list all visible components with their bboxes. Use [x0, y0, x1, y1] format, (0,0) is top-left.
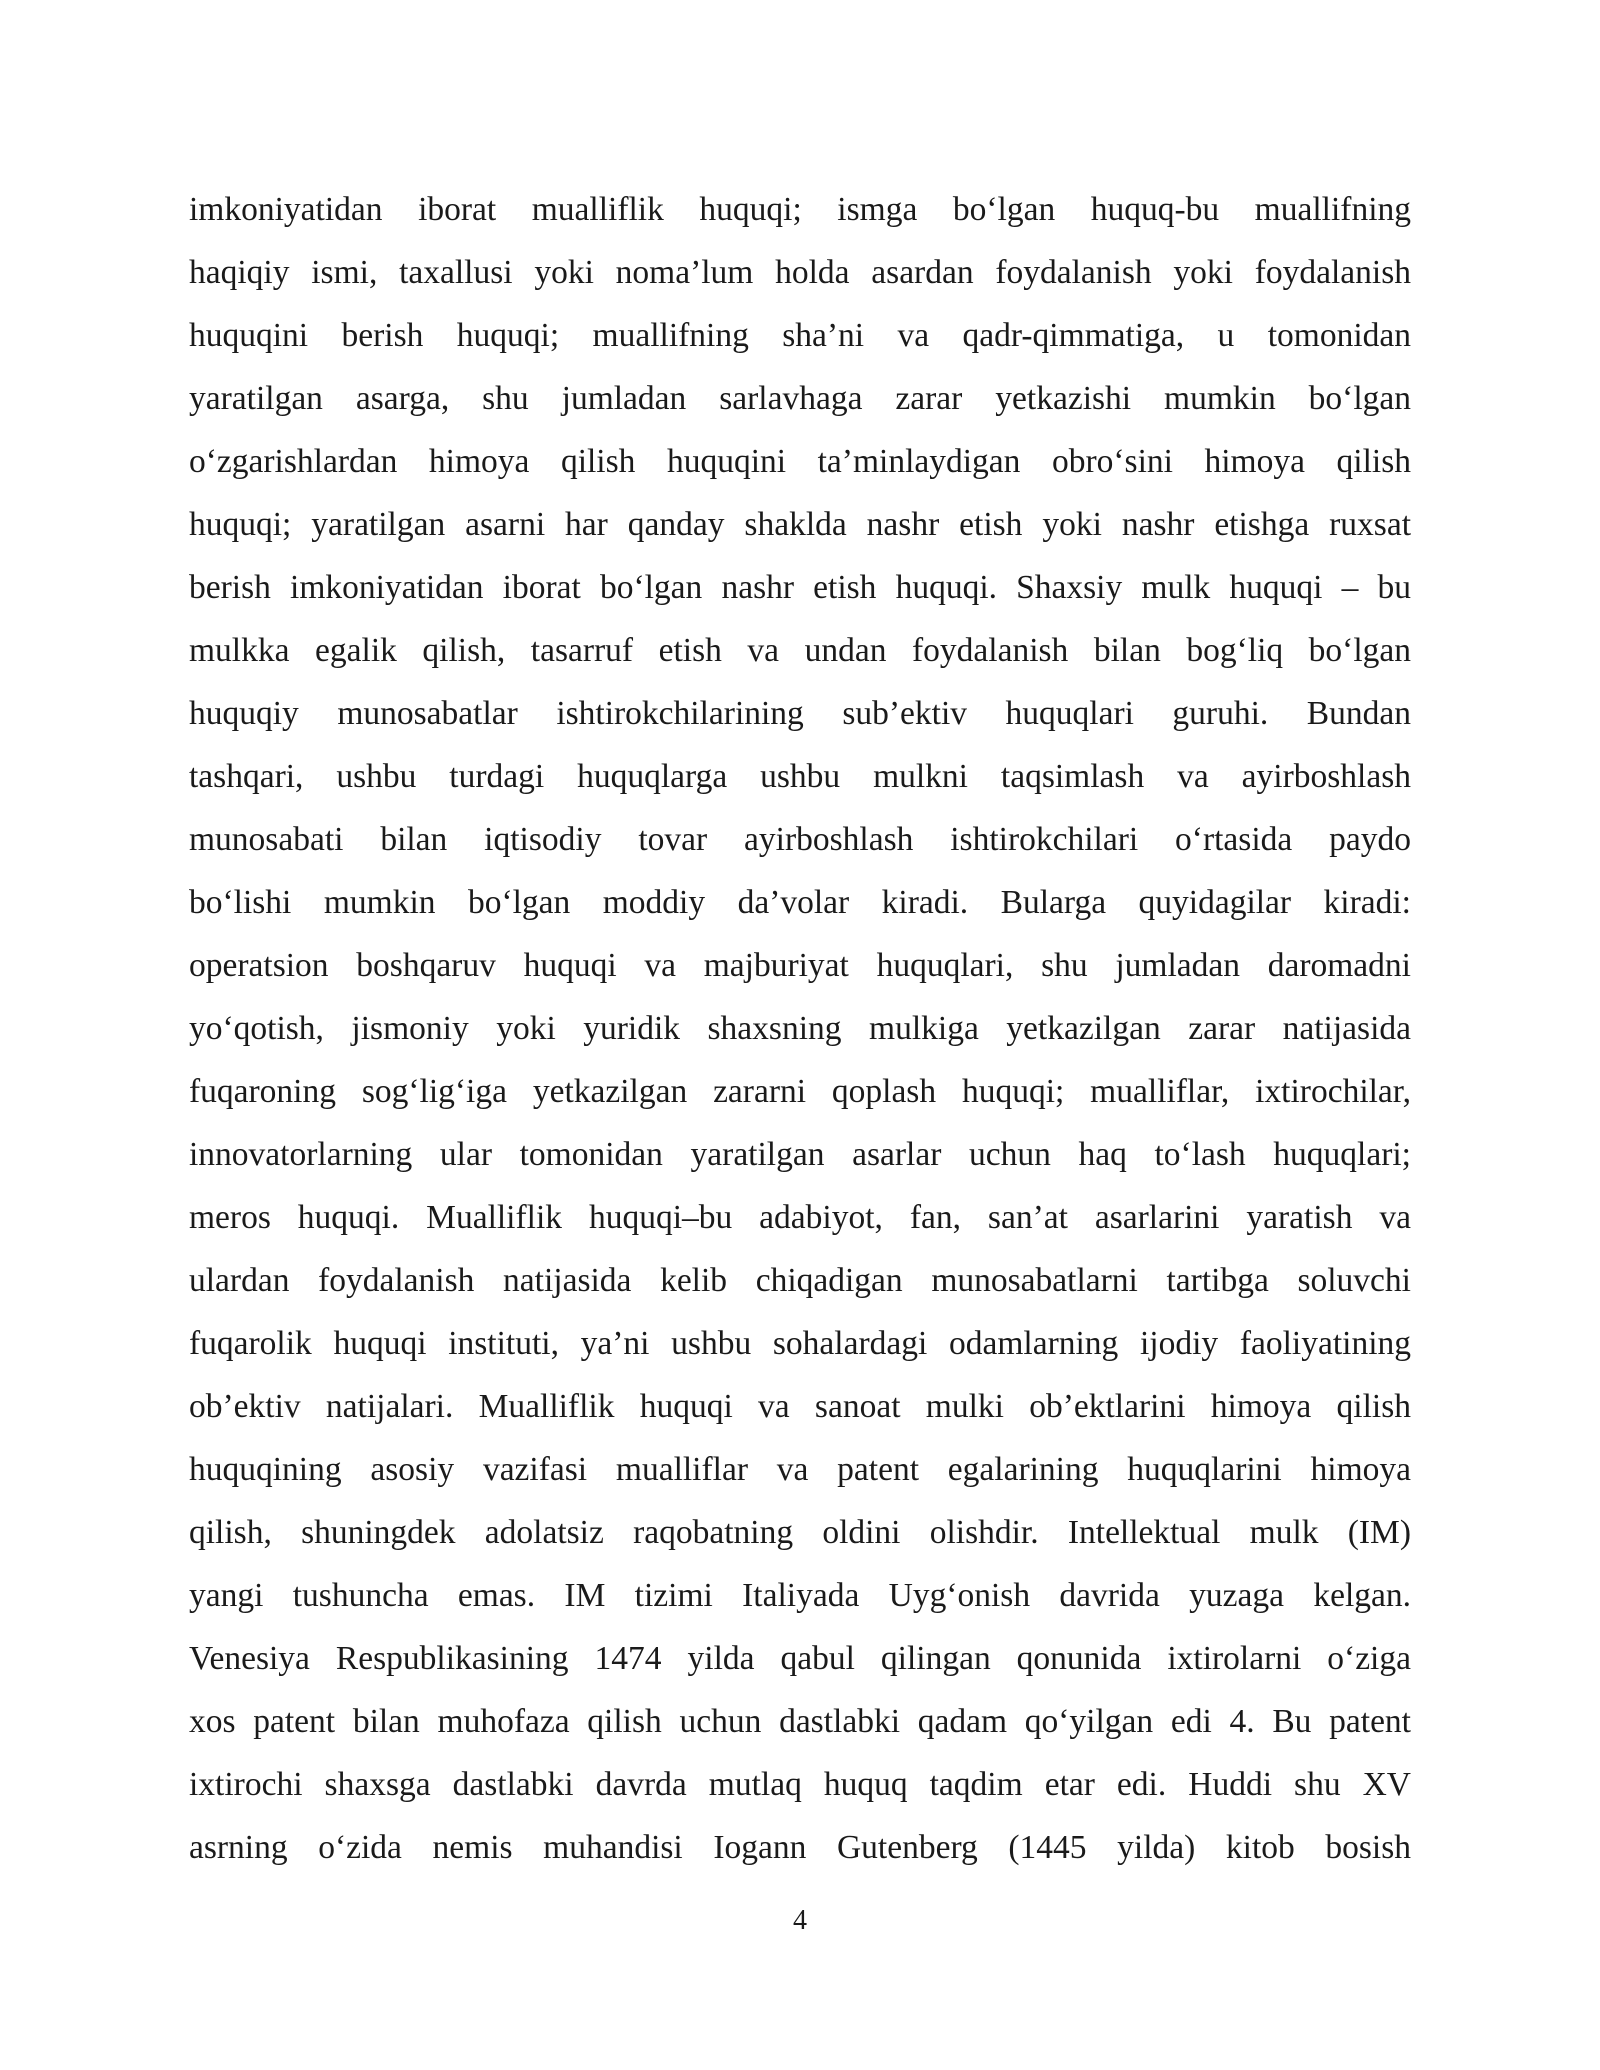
text-line: innovatorlarning ular tomonidan yaratilgan asarlar uchun haq to‘lash huquqlari; — [189, 1136, 1411, 1173]
text-line: imkoniyatidan iborat mualliflik huquqi; ismga bo‘lgan huquq-bu muallifning — [189, 191, 1411, 228]
text-line: o‘zgarishlardan himoya qilish huquqini ta’minlaydigan obro‘sini himoya qilish — [189, 443, 1411, 480]
page-number: 4 — [793, 1905, 807, 1936]
text-line: meros huquqi. Mualliflik huquqi–bu adabiyot, fan, san’at asarlarini yaratish va — [189, 1199, 1411, 1236]
text-line: yaratilgan asarga, shu jumladan sarlavhaga zarar yetkazishi mumkin bo‘lgan — [189, 380, 1411, 417]
text-line: huquqining asosiy vazifasi mualliflar va patent egalarining huquqlarini himoya — [189, 1451, 1411, 1488]
text-line: fuqaroning sog‘lig‘iga yetkazilgan zararni qoplash huquqi; mualliflar, ixtirochilar, — [189, 1073, 1411, 1110]
text-line: berish imkoniyatidan iborat bo‘lgan nashr etish huquqi. Shaxsiy mulk huquqi – bu — [189, 569, 1411, 606]
text-line: xos patent bilan muhofaza qilish uchun dastlabki qadam qo‘yilgan edi 4. Bu patent — [189, 1703, 1411, 1740]
text-line: bo‘lishi mumkin bo‘lgan moddiy da’volar kiradi. Bularga quyidagilar kiradi: — [189, 884, 1411, 921]
text-line: operatsion boshqaruv huquqi va majburiyat huquqlari, shu jumladan daromadni — [189, 947, 1411, 984]
text-line: fuqarolik huquqi instituti, ya’ni ushbu sohalardagi odamlarning ijodiy faoliyatining — [189, 1325, 1411, 1362]
text-line: qilish, shuningdek adolatsiz raqobatning oldini olishdir. Intellektual mulk (IM) — [189, 1514, 1411, 1551]
text-line: huquqi; yaratilgan asarni har qanday shaklda nashr etish yoki nashr etishga ruxsat — [189, 506, 1411, 543]
text-line: munosabati bilan iqtisodiy tovar ayirboshlash ishtirokchilari o‘rtasida paydo — [189, 821, 1411, 858]
text-line: ulardan foydalanish natijasida kelib chiqadigan munosabatlarni tartibga soluvchi — [189, 1262, 1411, 1299]
text-line: yo‘qotish, jismoniy yoki yuridik shaxsning mulkiga yetkazilgan zarar natijasida — [189, 1010, 1411, 1047]
text-line: ixtirochi shaxsga dastlabki davrda mutlaq huquq taqdim etar edi. Huddi shu XV — [189, 1766, 1411, 1803]
text-line: mulkka egalik qilish, tasarruf etish va undan foydalanish bilan bog‘liq bo‘lgan — [189, 632, 1411, 669]
body-text — [189, 178, 1411, 1879]
text-line: tashqari, ushbu turdagi huquqlarga ushbu mulkni taqsimlash va ayirboshlash — [189, 758, 1411, 795]
text-line: asrning o‘zida nemis muhandisi Iogann Gutenberg (1445 yilda) kitob bosish — [189, 1829, 1411, 1866]
text-line: Venesiya Respublikasining 1474 yilda qabul qilingan qonunida ixtirolarni o‘ziga — [189, 1640, 1411, 1677]
text-line: yangi tushuncha emas. IM tizimi Italiyada Uyg‘onish davrida yuzaga kelgan. — [189, 1577, 1411, 1614]
text-line: huquqini berish huquqi; muallifning sha’ni va qadr-qimmatiga, u tomonidan — [189, 317, 1411, 354]
text-line: haqiqiy ismi, taxallusi yoki noma’lum holda asardan foydalanish yoki foydalanish — [189, 254, 1411, 291]
text-line: huquqiy munosabatlar ishtirokchilarining sub’ektiv huquqlari guruhi. Bundan — [189, 695, 1411, 732]
text-line: ob’ektiv natijalari. Mualliflik huquqi va sanoat mulki ob’ektlarini himoya qilish — [189, 1388, 1411, 1425]
